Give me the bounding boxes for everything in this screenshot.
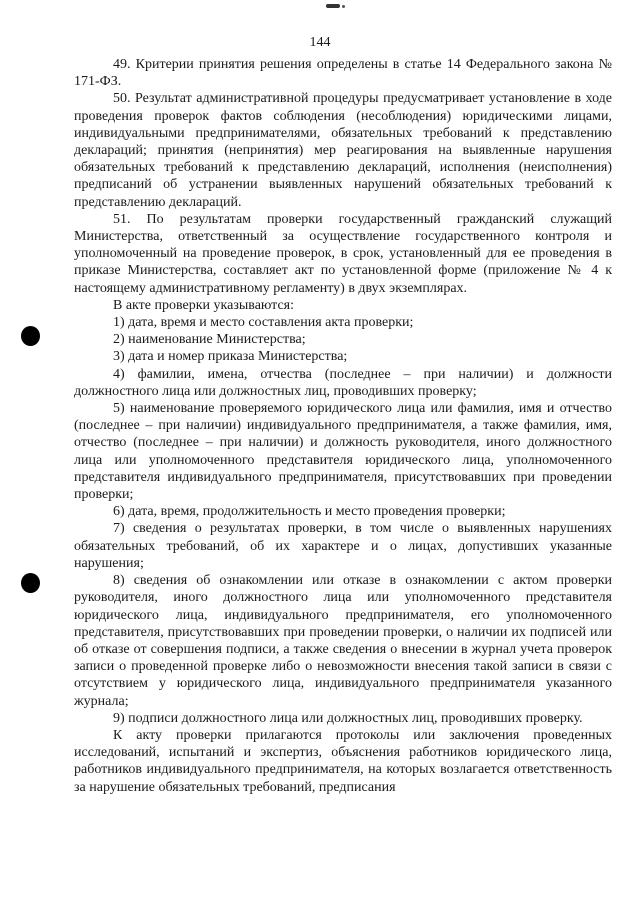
document-body xyxy=(74,56,612,796)
list-intro: В акте проверки указываются: xyxy=(113,297,295,313)
page-number: 144 xyxy=(309,35,331,50)
paragraph-50: 50. Результат административной процедуры предусматривает установление в ходе проведения проверок фактов соблюдения (несоблюдения) юридическими лицами, индивидуальными предпринимателями, обязательных требований к представлению деклараций; принятия (непринятия) мер реагирования на выявленные нарушения обязательных требований к представлению деклараций, исполнения (неисполнения) предписаний об устранении выявленных нарушений обязательных требований к представлению деклараций. xyxy=(74,91,612,210)
list-item: 9) подписи должностного лица или должностных лиц, проводивших проверку. xyxy=(113,710,583,726)
list-item: 3) дата и номер приказа Министерства; xyxy=(113,349,348,365)
binder-hole-top xyxy=(21,326,40,346)
paragraph-51: 51. По результатам проверки государственный гражданский служащий Министерства, ответственный за осуществление государственного контроля и уполномоченный на проведение проверок, в срок, установленный для ее проведения в приказе Министерства, составляет акт по установленной форме (приложение № 4 к настоящему административному регламенту) в двух экземплярах. xyxy=(74,211,612,296)
scan-artifact xyxy=(326,4,340,8)
attachments-paragraph: К акту проверки прилагаются протоколы или заключения проведенных исследований, испытаний и экспертиз, объяснения работников юридического лица, работников индивидуального предпринимателя, на которых возлагается ответственность за нарушение обязательных требований, предписания xyxy=(74,727,612,795)
list-item: 5) наименование проверяемого юридического лица или фамилия, имя и отчество (последнее – при наличии) индивидуального предпринимателя, а также фамилия, имя, отчество (последнее – при наличии) и должность руководителя, иного должностного лица или уполномоченного представителя юридического лица, уполномоченного представителя индивидуального предпринимателя, присутствовавших при проведении проверки; xyxy=(74,401,612,503)
list-item: 4) фамилии, имена, отчества (последнее – при наличии) и должности должностного лица или должностных лиц, проводивших проверку; xyxy=(74,366,612,399)
binder-hole-bottom xyxy=(21,573,40,593)
list-item: 6) дата, время, продолжительность и место проведения проверки; xyxy=(113,504,506,520)
list-item: 8) сведения об ознакомлении или отказе в ознакомлении с актом проверки руководителя, иного должностного лица или уполномоченного представителя юридического лица, индивидуального предпринимателя, его уполномоченного представителя, присутствовавших при проведении проверки, о наличии их подписей или об отказе от совершения подписи, а также сведения о внесении в журнал учета проверок записи о проведенной проверке либо о невозможности внесения такой записи в связи с отсутствием у юридического лица, индивидуального предпринимателя указанного журнала; xyxy=(74,573,612,709)
list-item: 7) сведения о результатах проверки, в том числе о выявленных нарушениях обязательных требований, об их характере и о лицах, допустивших указанные нарушения; xyxy=(74,521,612,571)
paragraph-49: 49. Критерии принятия решения определены в статье 14 Федерального закона № 171-ФЗ. xyxy=(74,57,612,90)
list-item: 1) дата, время и место составления акта проверки; xyxy=(113,315,414,331)
list-item: 2) наименование Министерства; xyxy=(113,332,306,348)
